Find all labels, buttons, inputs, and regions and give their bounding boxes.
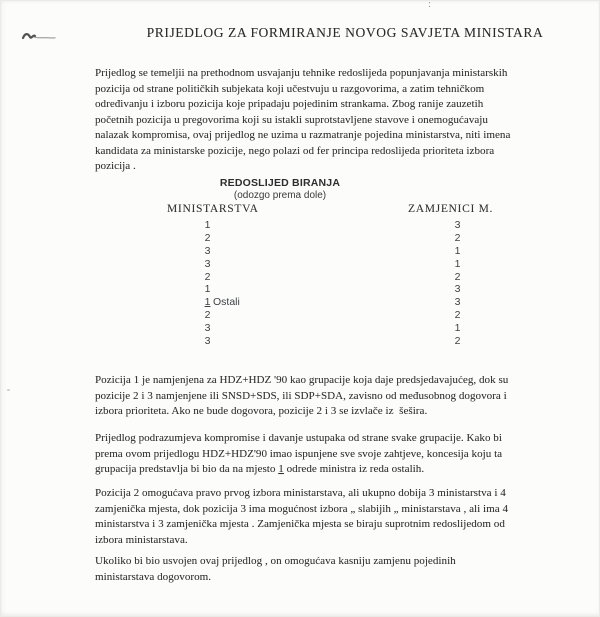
ministry-rank: 3 xyxy=(204,322,211,335)
table-row-ostali xyxy=(0,296,600,309)
closing-paragraph xyxy=(95,554,595,585)
table-subheading: (odozgo prema dole) xyxy=(233,190,327,201)
deputy-rank: 2 xyxy=(454,231,461,244)
paragraph-line: Prijedlog podrazumjeva kompromise i davanje ustupaka od strane svake grupacije. Kako bi xyxy=(95,432,502,444)
table-row xyxy=(0,232,600,245)
table-row xyxy=(0,283,600,296)
paragraph-line: kandidata za ministarske pozicije, nego polazi od fer principa redoslijeda prioriteta izbora xyxy=(95,144,495,157)
deputy-rank: 1 xyxy=(454,322,461,335)
table-row xyxy=(0,258,600,271)
paragraph-line xyxy=(95,462,595,478)
scan-artifact-mark: : xyxy=(428,0,432,10)
paragraph-line: Ukoliko bi bio usvojen ovaj prijedlog , on omogućava kasniju zamjenu pojedinih xyxy=(95,555,456,567)
handwritten-mark xyxy=(21,29,57,45)
ministry-rank: 1 xyxy=(204,283,211,296)
ministry-rank xyxy=(175,296,240,308)
deputy-rank: 2 xyxy=(454,335,461,348)
table-row xyxy=(0,271,600,284)
underlined-number: 1 xyxy=(278,463,284,475)
table-heading: REDOSLIJED BIRANJA xyxy=(219,177,341,189)
deputy-rank: 1 xyxy=(454,244,461,257)
scan-speck xyxy=(7,389,10,391)
paragraph-line: izbora prioriteta. Ako ne bude dogovora, pozicije 2 i 3 se izvlače iz šešira. xyxy=(95,405,428,417)
paragraph-line: zamjenička mjesta, dok pozicija 3 ima mogućnost izbora „ slabijih „ ministarstava , ali ima 4 xyxy=(95,502,509,515)
table-row xyxy=(0,322,600,335)
ministry-rank: 3 xyxy=(204,244,211,257)
intro-paragraph xyxy=(95,66,595,175)
deputy-rank: 1 xyxy=(454,257,461,270)
ministry-rank: 1 xyxy=(204,219,211,231)
column-header-deputies: ZAMJENICI M. xyxy=(408,203,494,215)
ministry-rank: 2 xyxy=(204,309,211,322)
line-text: grupacija predstavlja bi bio da na mjesto xyxy=(95,463,279,475)
deputy-rank: 3 xyxy=(454,283,461,296)
paragraph-line: ministarstava dogovorom. xyxy=(95,570,212,583)
table-row xyxy=(0,309,600,322)
deputy-rank: 3 xyxy=(454,219,461,231)
underlined-rank: 1 xyxy=(204,296,211,309)
compromise-paragraph xyxy=(95,431,595,478)
position2-paragraph xyxy=(95,486,595,548)
table-row xyxy=(0,335,600,348)
document-title: PRIJEDLOG ZA FORMIRANJE NOVOG SAVJETA MINISTARA xyxy=(146,25,544,40)
ministry-rank: 2 xyxy=(204,231,211,244)
paragraph-line: nalazak kompromisa, ovaj prijedlog ne uzima u razmatranje pojedina ministarstva, niti imena xyxy=(95,129,511,141)
line-text: odrede ministra iz reda ostalih. xyxy=(283,463,425,475)
paragraph-line: Pozicija 1 je namjenjena za HDZ+HDZ '90 kao grupacije koja daje predsjedavajućeg, dok su xyxy=(95,374,509,386)
paragraph-line: pozicije 2 i 3 namjenjene ili SNSD+SDS, ili SDP+SDA, zavisno od međusobnog dogovora i xyxy=(95,389,507,402)
paragraph-line: prema ovom prijedlogu HDZ+HDZ'90 imao ispunjene sve svoje zahtjeve, koncesija koju ta xyxy=(95,447,503,460)
column-header-ministries: MINISTARSTVA xyxy=(167,203,259,215)
table-row xyxy=(0,245,600,258)
paragraph-line: određivanju i izboru pozicija koje pripadaju pojedinim strankama. Zbog ranije zauzetih xyxy=(95,98,484,110)
paragraph-line: pozicija od strane političkih subjekata koji učestvuju u razgovorima, a zatim tehničkom xyxy=(95,82,485,95)
position1-paragraph xyxy=(95,373,595,420)
deputy-rank: 2 xyxy=(454,270,461,283)
paragraph-line: ministarstva i 3 zamjenička mjesta . Zamjenička mjesta se biraju suprotnim redoslijedom od xyxy=(95,518,505,530)
ministry-rank: 3 xyxy=(204,257,211,270)
paragraph-line: izbora ministarstava. xyxy=(95,533,188,546)
deputy-rank: 2 xyxy=(454,309,461,322)
ministry-rank: 3 xyxy=(204,335,211,348)
paragraph-line: Pozicija 2 omogućava pravo prvog izbora ministarstava, ali ukupno dobija 3 ministarstva i 4 xyxy=(95,487,506,499)
paragraph-line: pozicija . xyxy=(95,160,136,172)
ostali-label: Ostali xyxy=(213,296,240,309)
ministry-rank: 2 xyxy=(204,270,211,283)
table-row xyxy=(0,219,600,232)
deputy-rank: 3 xyxy=(454,296,461,309)
paragraph-line: Prijedlog se temeljii na prethodnom usvajanju tehnike redoslijeda popunjavanja ministarskih xyxy=(95,67,508,79)
paragraph-line: početnih pozicija u pregovorima koji su istakli suprotstavljene stavove i onemogućavaju xyxy=(95,113,488,126)
priority-table xyxy=(0,219,600,348)
